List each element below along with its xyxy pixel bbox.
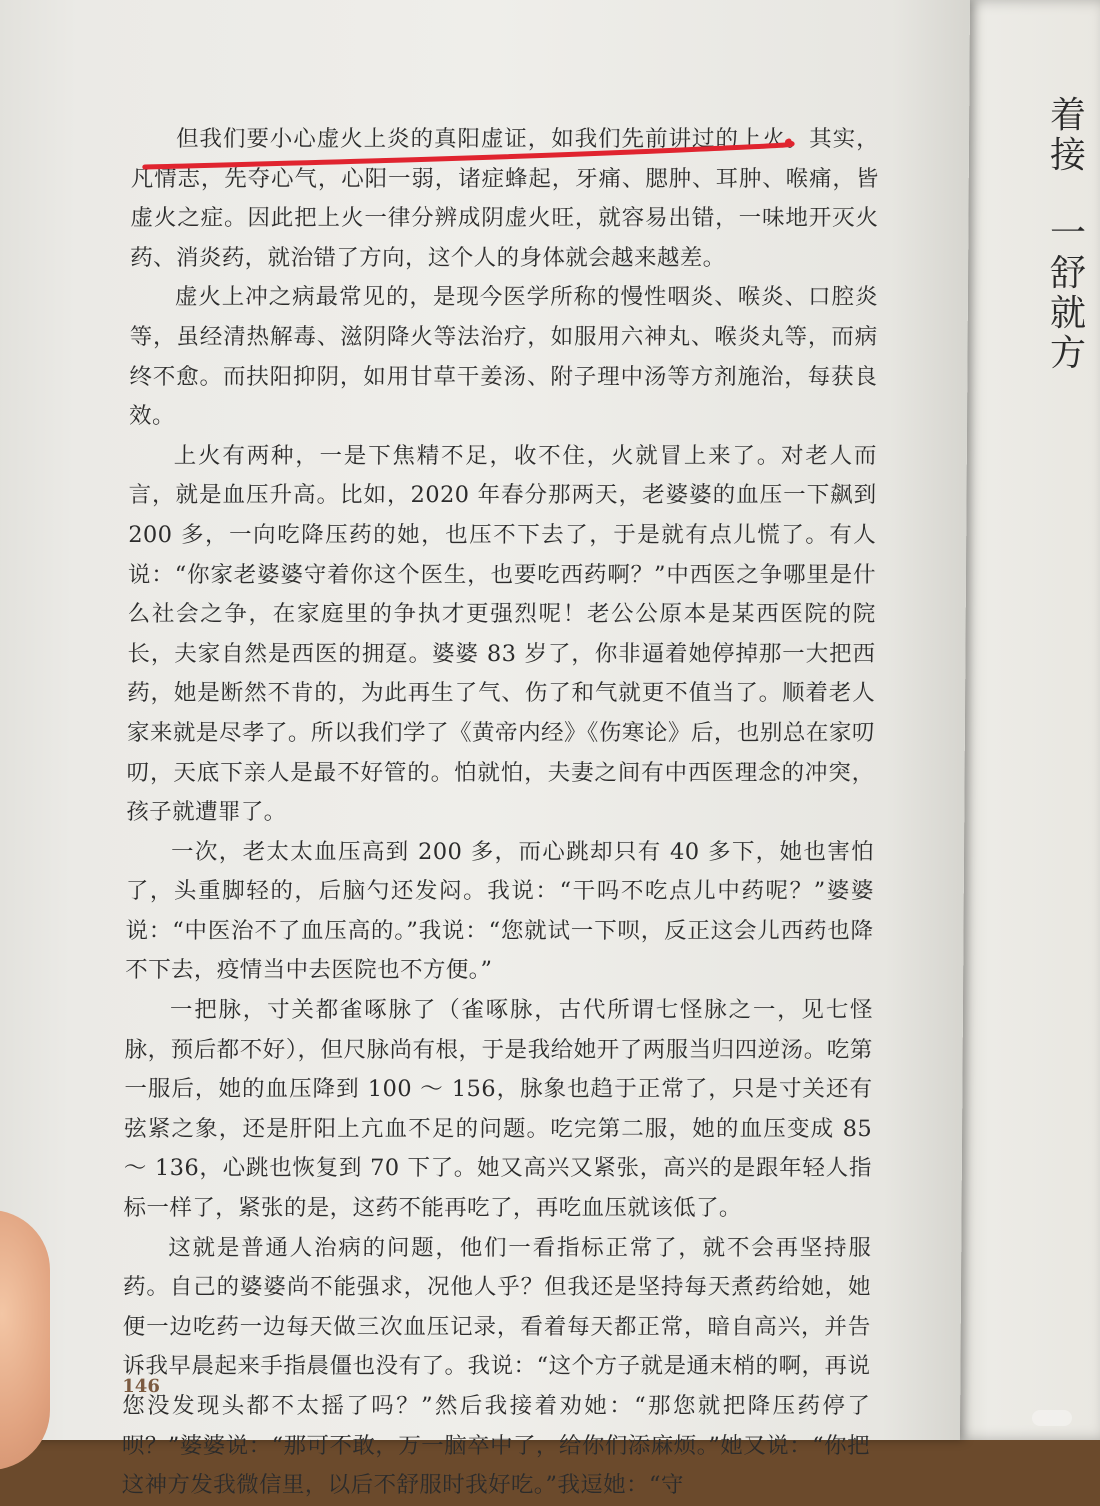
holding-thumb xyxy=(0,1210,50,1470)
facing-page-char: 接 xyxy=(1050,135,1087,176)
watermark-badge xyxy=(1032,1410,1072,1426)
paragraph xyxy=(130,120,879,278)
facing-page-char: 就 xyxy=(1050,293,1087,334)
facing-page-char: 着 xyxy=(1050,95,1087,136)
page-number: 146 xyxy=(122,1376,160,1397)
paragraph: 一次，老太太血压高到 200 多，而心跳却只有 40 多下，她也害怕了，头重脚轻的，后脑勺还发闷。我说：“干吗不吃点儿中药呢？”婆婆说：“中医治不了血压高的。”我说：“您就试一下呗，反正这会儿西药也降不下去，疫情当中去医院也不方便。” xyxy=(125,838,875,984)
underlined-sentence: 但我们要小心虚火上炎的真阳虚证，如我们先前讲过的上火。其实， xyxy=(175,126,880,152)
paragraph: 这就是普通人治病的问题，他们一看指标正常了，就不会再坚持服药。自己的婆婆尚不能强求，况他人乎？但我还是坚持每天煮药给她，她便一边吃药一边每天做三次血压记录，看着每天都正常，暗自高兴，并告诉我早晨起来手指晨僵也没有了。我说：“这个方子就是通末梢的啊，再说您没发现头都不太摇了吗？”然后我接着劝她：“那您就把降压药停了呗？”婆婆说：“那可不敢，万一脑卒中了，给你们添麻烦。”她又说：“你把这神方发我微信里，以后不舒服时我好吃。”我逗她：“守 xyxy=(121,1234,872,1499)
page-body xyxy=(121,120,879,1506)
facing-page-char: 一 xyxy=(1050,213,1087,254)
paragraph-continuation: 凡情志，先夺心气，心阳一弱，诸症蜂起，牙痛、腮肿、耳肿、喉痛，皆虚火之症。因此把上火一律分辨成阴虚火旺，就容易出错，一味地开灭火药、消炎药，就治错了方向，这个人的身体就会越来越差。 xyxy=(130,165,879,271)
running-header xyxy=(139,66,339,82)
paragraph: 一把脉，寸关都雀啄脉了（雀啄脉，古代所谓七怪脉之一，见七怪脉，预后都不好），但尺脉尚有根，于是我给她开了两服当归四逆汤。吃第一服后，她的血压降到 100 ～ 156，脉象也趋于正常了，只是寸关还有弦紧之象，还是肝阳上亢血不足的问题。吃完第二服，她的血压变成 85 ～ 136，心跳也恢复到 70 下了。她又高兴又紧张，高兴的是跟年轻人指标一样了，紧张的是，这药不能再吃了，再吃血压就该低了。 xyxy=(123,997,874,1222)
paragraph: 虚火上冲之病最常见的，是现今医学所称的慢性咽炎、喉炎、口腔炎等，虽经清热解毒、滋阴降火等法治疗，如服用六神丸、喉炎丸等，而病终不愈。而扶阳抑阴，如用甘草干姜汤、附子理中汤等方剂施治，每获良效。 xyxy=(129,284,879,430)
facing-page-char: 舒 xyxy=(1050,253,1087,294)
paragraph: 上火有两种，一是下焦精不足，收不住，火就冒上来了。对老人而言，就是血压升高。比如，2020 年春分那两天，老婆婆的血压一下飙到 200 多，一向吃降压药的她，也压不下去了，于是就有点儿慌了。有人说：“你家老婆婆守着你这个医生，也要吃西药啊？”中西医之争哪里是什么社会之争，在家庭里的争执才更强烈呢！老公公原本是某西医院的院长，夫家自然是西医的拥趸。婆婆 83 岁了，你非逼着她停掉那一大把西药，她是断然不肯的，为此再生了气、伤了和气就更不值当了。顺着老人家来就是尽孝了。所以我们学了《黄帝内经》《伤寒论》后，也别总在家叨叨，天底下亲人是最不好管的。怕就怕，夫妻之间有中西医理念的冲突，孩子就遭罪了。 xyxy=(126,442,877,826)
facing-page-char: 方 xyxy=(1050,333,1087,374)
